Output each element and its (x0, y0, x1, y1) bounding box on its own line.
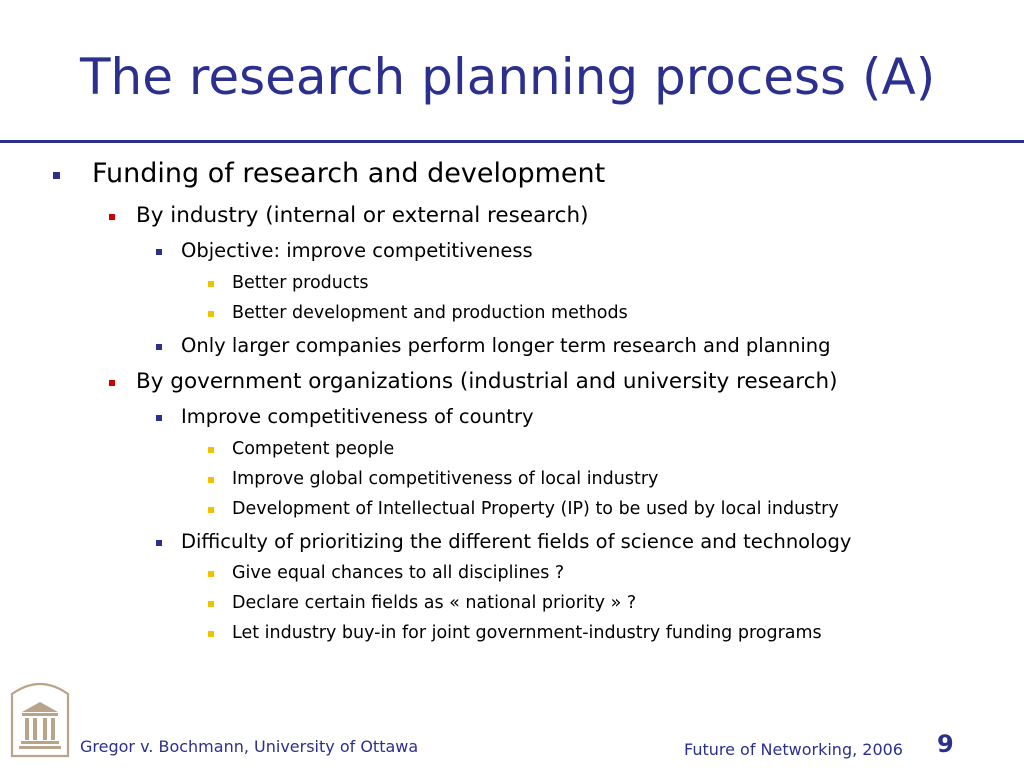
bullet-level-2 (136, 203, 588, 229)
university-building-icon (10, 682, 70, 758)
bullet-square-icon (109, 214, 115, 220)
bullet-level-3 (181, 239, 533, 263)
bullet-level-3 (181, 530, 851, 554)
bullet-square-icon (109, 380, 115, 386)
bullet-square-icon (208, 447, 214, 453)
bullet-square-icon (156, 249, 162, 255)
footer-event: Future of Networking, 2006 (684, 740, 903, 759)
bullet-level-4 (232, 498, 839, 520)
bullet-square-icon (208, 631, 214, 637)
bullet-text: Give equal chances to all disciplines ? (232, 563, 565, 583)
bullet-level-4 (232, 438, 394, 460)
footer-author: Gregor v. Bochmann, University of Ottawa (80, 737, 419, 756)
page-number: 9 (937, 730, 954, 758)
bullet-square-icon (208, 571, 214, 577)
bullet-level-4 (232, 622, 822, 644)
bullet-text: Funding of research and development (92, 158, 606, 189)
bullet-square-icon (208, 507, 214, 513)
slide-title: The research planning process (A) (80, 48, 936, 106)
bullet-square-icon (208, 281, 214, 287)
bullet-level-1 (92, 158, 605, 190)
bullet-text: Difficulty of prioritizing the different fields of science and technology (181, 530, 852, 553)
bullet-square-icon (53, 172, 60, 179)
bullet-text: Let industry buy-in for joint government-industry funding programs (232, 623, 822, 643)
bullet-text: Better development and production methods (232, 303, 628, 323)
bullet-text: By industry (internal or external research) (136, 203, 589, 228)
bullet-text: Objective: improve competitiveness (181, 239, 533, 262)
bullet-square-icon (156, 415, 162, 421)
bullet-level-4 (232, 302, 628, 324)
bullet-level-4 (232, 468, 658, 490)
bullet-level-4 (232, 272, 368, 294)
bullet-square-icon (208, 601, 214, 607)
bullet-text: Only larger companies perform longer term research and planning (181, 334, 831, 357)
bullet-text: By government organizations (industrial and university research) (136, 369, 838, 394)
bullet-text: Improve global competitiveness of local industry (232, 469, 659, 489)
bullet-level-4 (232, 592, 636, 614)
bullet-level-3 (181, 405, 534, 429)
bullet-text: Competent people (232, 439, 395, 459)
bullet-text: Declare certain fields as « national priority » ? (232, 593, 637, 613)
bullet-text: Development of Intellectual Property (IP) to be used by local industry (232, 499, 839, 519)
bullet-level-4 (232, 562, 564, 584)
title-divider (0, 140, 1024, 143)
bullet-square-icon (208, 311, 214, 317)
bullet-level-3 (181, 334, 831, 358)
bullet-square-icon (156, 344, 162, 350)
bullet-square-icon (156, 540, 162, 546)
bullet-text: Better products (232, 273, 369, 293)
bullet-square-icon (208, 477, 214, 483)
bullet-level-2 (136, 369, 837, 395)
bullet-text: Improve competitiveness of country (181, 405, 534, 428)
